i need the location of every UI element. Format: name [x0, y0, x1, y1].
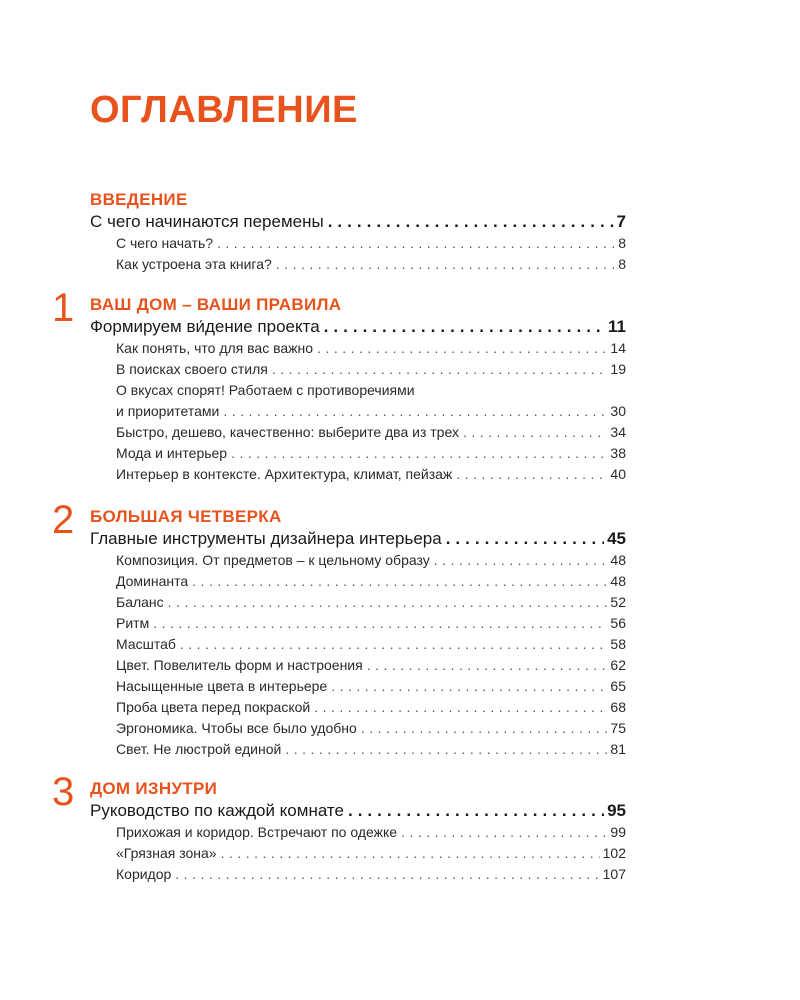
dot-leader [217, 233, 615, 254]
dot-leader [221, 843, 600, 864]
entry-label: Коридор [116, 866, 172, 882]
toc-entry[interactable] [90, 254, 626, 275]
section-number: 2 [52, 498, 75, 542]
page-number: 56 [610, 615, 626, 631]
toc-entry[interactable] [90, 718, 626, 739]
entry-label: Интерьер в контексте. Архитектура, климат, пейзаж [116, 466, 453, 482]
entry-label: Ритм [116, 615, 150, 631]
dot-leader [401, 822, 607, 843]
dot-leader [324, 316, 605, 338]
toc-entry[interactable] [90, 676, 626, 697]
entry-label: С чего начинаются перемены [90, 212, 324, 231]
dot-leader [331, 676, 607, 697]
page-number: 95 [607, 801, 626, 820]
entry-label: Мода и интерьер [116, 445, 228, 461]
dot-leader [367, 655, 608, 676]
dot-leader [446, 528, 604, 550]
entry-label: Свет. Не люстрой единой [116, 741, 282, 757]
dot-leader [434, 550, 608, 571]
section-2 [52, 498, 626, 760]
dot-leader [285, 739, 607, 760]
page-number: 65 [610, 678, 626, 694]
toc-entry[interactable] [90, 634, 626, 655]
page-number: 38 [610, 445, 626, 461]
dot-leader [272, 359, 608, 380]
dot-leader [361, 718, 608, 739]
page-number: 40 [610, 466, 626, 482]
page-number: 81 [610, 741, 626, 757]
toc-entry[interactable] [90, 739, 626, 760]
entry-label: С чего начать? [116, 235, 214, 251]
section-number: 3 [52, 770, 75, 814]
page-number: 7 [616, 212, 626, 231]
toc-entry[interactable] [90, 422, 626, 443]
toc-main-entry[interactable] [90, 316, 626, 338]
page-number: 48 [610, 573, 626, 589]
section-intro [90, 189, 626, 275]
page-number: 75 [610, 720, 626, 736]
entry-label: Проба цвета перед покраской [116, 699, 311, 715]
dot-leader [314, 697, 607, 718]
entry-label: Доминанта [116, 573, 189, 589]
toc-entry[interactable] [90, 359, 626, 380]
dot-leader [456, 464, 607, 485]
entry-label: Формируем ви́дение проекта [90, 317, 320, 336]
toc-entry[interactable] [90, 443, 626, 464]
entry-label: и приоритетами [116, 403, 220, 419]
page-number: 58 [610, 636, 626, 652]
page-number: 14 [610, 340, 626, 356]
page-number: 102 [602, 845, 626, 861]
toc-entry[interactable] [90, 464, 626, 485]
page-number: 34 [610, 424, 626, 440]
entry-label: О вкусах спорят! Работаем с противоречиями [116, 382, 415, 398]
entry-label: Композиция. От предметов – к цельному образу [116, 552, 430, 568]
entry-label: В поисках своего стиля [116, 361, 268, 377]
dot-leader [180, 634, 608, 655]
page-number: 99 [610, 824, 626, 840]
toc-entry[interactable] [90, 401, 626, 422]
toc-main-entry[interactable] [90, 528, 626, 550]
entry-label: Масштаб [116, 636, 176, 652]
entry-label: «Грязная зона» [116, 845, 217, 861]
page-number: 48 [610, 552, 626, 568]
section-title: ВАШ ДОМ – ВАШИ ПРАВИЛА [90, 295, 342, 314]
entry-label: Главные инструменты дизайнера интерьера [90, 529, 442, 548]
dot-leader [231, 443, 607, 464]
entry-label: Как понять, что для вас важно [116, 340, 314, 356]
dot-leader [463, 422, 607, 443]
dot-leader [153, 613, 607, 634]
section-1 [52, 286, 626, 485]
entry-label: Эргономика. Чтобы все было удобно [116, 720, 357, 736]
toc-entry[interactable] [90, 613, 626, 634]
toc-entry[interactable] [90, 233, 626, 254]
dot-leader [276, 254, 615, 275]
toc-entry[interactable] [90, 550, 626, 571]
page-number: 62 [610, 657, 626, 673]
dot-leader [317, 338, 607, 359]
toc-entry-line1[interactable] [90, 380, 626, 401]
entry-label: Цвет. Повелитель форм и настроения [116, 657, 363, 673]
page-number: 11 [608, 317, 626, 336]
dot-leader [168, 592, 608, 613]
page-number: 107 [602, 866, 626, 882]
dot-leader [192, 571, 607, 592]
toc-main-entry[interactable] [90, 800, 626, 822]
entry-label: Как устроена эта книга? [116, 256, 272, 272]
section-title: ВВЕДЕНИЕ [90, 190, 188, 209]
toc-entry[interactable] [90, 864, 626, 885]
dot-leader [348, 800, 604, 822]
entry-label: Баланс [116, 594, 164, 610]
toc-entry[interactable] [90, 655, 626, 676]
page-number: 52 [610, 594, 626, 610]
toc-entry[interactable] [90, 822, 626, 843]
toc-entry[interactable] [90, 697, 626, 718]
entry-label: Насыщенные цвета в интерьере [116, 678, 328, 694]
entry-label: Быстро, дешево, качественно: выберите два из трех [116, 424, 459, 440]
page-number: 30 [610, 403, 626, 419]
toc-entry[interactable] [90, 843, 626, 864]
page-number: 45 [607, 529, 626, 548]
page-title: ОГЛАВЛЕНИЕ [90, 89, 358, 131]
toc-entry[interactable] [90, 571, 626, 592]
section-number: 1 [52, 286, 75, 330]
entry-label: Руководство по каждой комнате [90, 801, 344, 820]
page-number: 8 [618, 256, 626, 272]
toc-main-entry[interactable] [90, 211, 626, 233]
section-title: БОЛЬШАЯ ЧЕТВЕРКА [90, 507, 282, 526]
toc-entry[interactable] [90, 592, 626, 613]
page-number: 19 [610, 361, 626, 377]
page-number: 8 [618, 235, 626, 251]
dot-leader [328, 211, 614, 233]
toc-entry[interactable] [90, 338, 626, 359]
dot-leader [175, 864, 599, 885]
page-number: 68 [610, 699, 626, 715]
entry-label: Прихожая и коридор. Встречают по одежке [116, 824, 398, 840]
section-title: ДОМ ИЗНУТРИ [90, 779, 218, 798]
dot-leader [223, 401, 607, 422]
section-3 [52, 770, 626, 885]
